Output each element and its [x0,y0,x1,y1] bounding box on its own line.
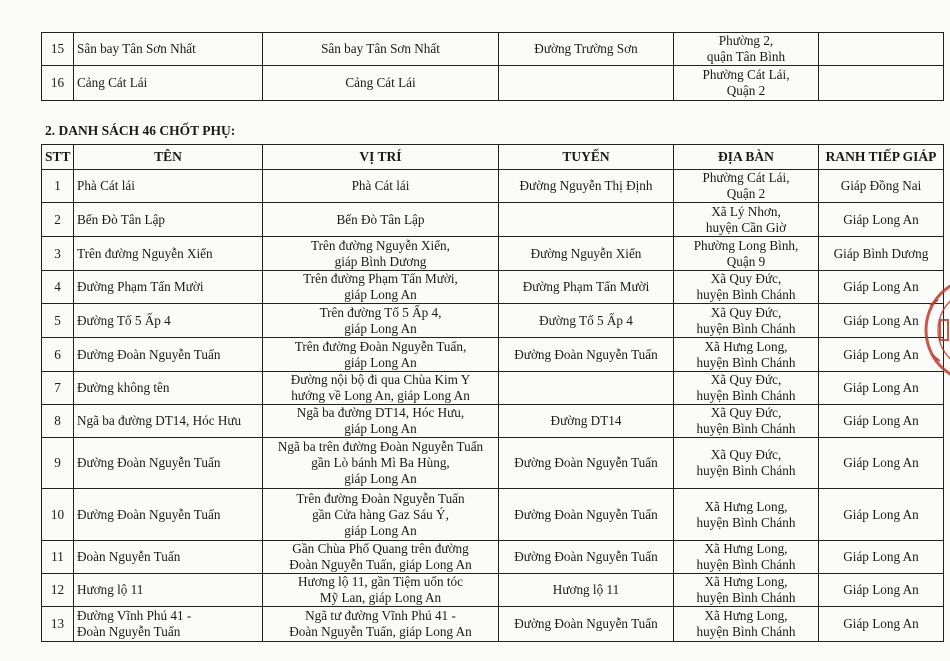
route-text: Đường Nguyễn Xiển [530,245,642,261]
section-title: 2. DANH SÁCH 46 CHỐT PHỤ: [45,123,236,138]
route-cell [499,338,674,372]
area-text: huyện Bình Chánh [696,354,796,370]
route-cell [499,489,674,541]
route-cell [499,541,674,574]
route-cell [499,170,674,203]
table-row [42,574,944,607]
stt-text: 10 [50,506,65,522]
route-text: Đường Tố 5 Ấp 4 [539,312,633,328]
stt-text: 1 [54,178,61,193]
area-cell [674,271,819,304]
location-text: giáp Long An [344,421,417,436]
area-cell [674,405,819,438]
area-text: Quận 9 [726,253,766,269]
route-cell [499,574,674,607]
area-text: huyện Bình Chánh [696,590,796,605]
header-ten: TÊN [74,145,263,170]
stt-cell [42,170,74,203]
area-text: huyện Bình Chánh [696,514,796,530]
border-text: Giáp Long An [843,380,919,395]
table-row [42,372,944,405]
area-text: Xã Quy Đức, [710,447,782,462]
table-row [42,203,944,237]
route-text: Đường Đoàn Nguyễn Tuấn [514,346,658,362]
name-text: Đường Đoàn Nguyễn Tuấn [77,506,221,522]
route-text: Đường Trường Sơn [534,41,638,56]
location-text: giáp Long An [344,287,417,302]
location-text: Gần Chùa Phổ Quang trên đường [292,541,469,556]
area-cell [674,541,819,574]
red-seal-stamp [920,255,950,405]
name-text: Cảng Cát Lái [77,75,148,90]
location-cell [263,66,499,101]
name-cell [74,338,263,372]
previous-list-table [41,32,944,101]
border-cell [819,170,944,203]
location-cell [263,607,499,642]
area-text: huyện Bình Chánh [696,320,796,336]
area-text: huyện Bình Chánh [696,463,796,478]
location-cell [263,438,499,489]
border-cell [819,203,944,237]
area-cell [674,66,819,101]
border-cell [819,574,944,607]
location-cell [263,372,499,405]
table-row [42,438,944,489]
location-text: giáp Long An [344,354,417,370]
area-text: huyện Bình Chánh [696,388,796,403]
area-text: huyện Cần Giờ [705,219,787,235]
location-text: Trên đường Đoàn Nguyễn Tuấn [296,490,465,506]
table-row [42,237,944,271]
location-text: Phà Cát lái [351,178,410,193]
border-cell [819,541,944,574]
location-text: Bến Đò Tân Lập [336,211,425,227]
location-text: Đoàn Nguyễn Tuấn, giáp Long An [289,557,472,572]
area-text: Phường 2, [718,33,774,48]
border-text: Giáp Bình Dương [833,245,929,261]
route-text: Hương lộ 11 [552,582,620,597]
name-text: Đoàn Nguyễn Tuấn [77,549,181,564]
table-row [42,607,944,642]
route-text: Đường Phạm Tấn Mười [522,279,650,294]
name-cell [74,607,263,642]
table-row [42,338,944,372]
area-cell [674,489,819,541]
route-cell [499,607,674,642]
location-text: Trên đường Tố 5 Ấp 4, [319,304,442,320]
stt-text: 13 [50,616,65,631]
name-text: Bến Đò Tân Lập [77,211,166,227]
location-cell [263,33,499,66]
stt-cell [42,338,74,372]
location-cell [263,203,499,237]
location-text: Ngã ba đường DT14, Hóc Hưu, [296,405,465,420]
route-text: Đường Nguyễn Thị Định [519,178,653,193]
area-cell [674,33,819,66]
name-cell [74,66,263,101]
area-text: Xã Hưng Long, [704,498,788,514]
location-text: Đoàn Nguyễn Tuấn, giáp Long An [289,624,472,639]
table-row [42,489,944,541]
name-text: Đường Tố 5 Ấp 4 [77,312,171,328]
border-cell [819,607,944,642]
area-text: Xã Quy Đức, [710,372,782,387]
table-row [42,304,944,338]
area-text: Quận 2 [726,186,766,201]
area-cell [674,607,819,642]
location-cell [263,489,499,541]
stt-text: 12 [50,582,65,597]
border-text: Giáp Long An [843,582,919,597]
table-row [42,33,944,66]
border-cell [819,405,944,438]
area-text: Phường Long Bình, [693,237,799,253]
area-text: huyện Bình Chánh [696,624,796,639]
route-text: Đường DT14 [550,413,622,428]
location-text: Ngã tư đường Vĩnh Phú 41 - [305,608,456,623]
stt-text: 11 [51,549,64,564]
name-text: Sân bay Tân Sơn Nhất [77,41,196,56]
name-cell [74,203,263,237]
location-text: Trên đường Đoàn Nguyễn Tuấn, [294,338,467,354]
route-cell [499,438,674,489]
name-text: Phà Cát lái [77,178,135,193]
border-cell [819,66,944,101]
name-cell [74,271,263,304]
location-text: Sân bay Tân Sơn Nhất [321,41,440,56]
area-cell [674,338,819,372]
stt-cell [42,203,74,237]
location-cell [263,304,499,338]
location-text: giáp Long An [344,471,417,486]
name-text: Đường Vĩnh Phú 41 - [77,608,192,623]
route-text: Đường Đoàn Nguyễn Tuấn [514,455,658,470]
border-text: Giáp Long An [843,346,919,362]
route-text: Đường Đoàn Nguyễn Tuấn [514,549,658,564]
header-stt: STT [42,145,74,170]
route-cell [499,33,674,66]
location-text: gần Cửa hàng Gaz Sáu Ý, [312,506,449,522]
route-cell [499,237,674,271]
location-cell [263,541,499,574]
route-text: Đường Đoàn Nguyễn Tuấn [514,616,658,631]
route-cell [499,304,674,338]
border-text: Giáp Long An [843,506,919,522]
name-text: Hương lộ 11 [77,582,144,597]
border-text: Giáp Long An [843,549,919,564]
stt-text: 6 [54,346,61,362]
secondary-checkpoints-table [41,144,944,642]
border-text: Giáp Long An [843,616,919,631]
border-cell [819,489,944,541]
name-cell [74,170,263,203]
name-cell [74,237,263,271]
area-cell [674,372,819,405]
area-cell [674,304,819,338]
stt-text: 9 [54,455,61,470]
route-cell [499,271,674,304]
border-text: Giáp Long An [843,279,919,294]
route-cell [499,66,674,101]
area-cell [674,237,819,271]
route-cell [499,203,674,237]
location-text: Ngã ba trên đường Đoàn Nguyễn Tuấn [277,439,484,454]
table-row [42,66,944,101]
area-text: quận Tân Bình [706,49,786,64]
area-text: huyện Bình Chánh [696,287,796,302]
border-text: Giáp Long An [843,211,919,227]
name-text: Ngã ba đường DT14, Hóc Hưu [77,413,242,428]
border-text: Giáp Long An [843,413,919,428]
name-text: Đường không tên [77,380,170,395]
area-text: Xã Lý Nhơn, [711,203,781,219]
stt-text: 4 [54,279,61,294]
location-text: giáp Long An [344,522,417,538]
location-cell [263,574,499,607]
name-cell [74,438,263,489]
area-cell [674,170,819,203]
header-vi-tri: VỊ TRÍ [263,145,499,170]
area-text: Xã Quy Đức, [710,405,782,420]
area-text: Quận 2 [726,83,766,98]
stt-text: 2 [54,211,61,227]
table-row [42,271,944,304]
area-text: Xã Hưng Long, [704,574,788,589]
location-text: hướng về Long An, giáp Long An [291,388,470,403]
table-row [42,405,944,438]
name-cell [74,405,263,438]
stt-cell [42,607,74,642]
name-cell [74,489,263,541]
stt-cell [42,237,74,271]
border-cell [819,33,944,66]
stt-text: 15 [50,41,65,56]
name-cell [74,372,263,405]
stt-cell [42,574,74,607]
location-text: Trên đường Nguyễn Xiển, [311,237,450,253]
route-text: Đường Đoàn Nguyễn Tuấn [514,506,658,522]
stt-cell [42,372,74,405]
border-cell [819,438,944,489]
area-text: Xã Quy Đức, [710,271,782,286]
location-cell [263,338,499,372]
stt-cell [42,405,74,438]
route-cell [499,372,674,405]
name-text: Đường Phạm Tấn Mười [77,279,204,294]
stt-cell [42,438,74,489]
area-text: Xã Quy Đức, [710,304,782,320]
stt-cell [42,271,74,304]
area-text: Xã Hưng Long, [704,338,788,354]
location-text: Hương lộ 11, gần Tiệm uốn tóc [298,574,463,589]
location-cell [263,237,499,271]
header-ranh: RANH TIẾP GIÁP [819,145,944,170]
area-cell [674,203,819,237]
route-cell [499,405,674,438]
name-text: Đoàn Nguyễn Tuấn [77,624,181,639]
name-cell [74,541,263,574]
area-text: Xã Hưng Long, [704,608,788,623]
header-row [42,145,944,170]
area-text: Xã Hưng Long, [704,541,788,556]
header-tuyen: TUYẾN [499,145,674,170]
name-cell [74,574,263,607]
location-text: giáp Long An [344,320,417,336]
area-text: Phường Cát Lái, [702,67,790,82]
name-cell [74,304,263,338]
location-text: Đường nội bộ đi qua Chùa Kim Y [290,372,471,387]
stt-cell [42,304,74,338]
stt-text: 8 [54,413,61,428]
stt-text: 5 [54,312,61,328]
location-text: Trên đường Phạm Tấn Mười, [303,271,458,286]
location-text: Mỹ Lan, giáp Long An [319,590,442,605]
table-row [42,170,944,203]
name-cell [74,33,263,66]
name-text: Đường Đoàn Nguyễn Tuấn [77,455,221,470]
border-text: Giáp Long An [843,312,919,328]
stt-text: 7 [54,380,61,395]
border-text: Giáp Đồng Nai [840,178,922,193]
location-cell [263,170,499,203]
table-row [42,541,944,574]
area-text: huyện Bình Chánh [696,557,796,572]
stt-cell [42,66,74,101]
location-text: Cảng Cát Lái [345,75,416,90]
name-text: Trên đường Nguyễn Xiển [77,245,213,261]
stt-text: 16 [50,75,65,90]
stt-cell [42,33,74,66]
location-text: gần Lò bánh Mì Ba Hùng, [311,455,450,470]
stt-cell [42,541,74,574]
location-text: giáp Bình Dương [334,253,427,269]
location-cell [263,405,499,438]
area-text: huyện Bình Chánh [696,421,796,436]
area-cell [674,438,819,489]
stt-cell [42,489,74,541]
location-cell [263,271,499,304]
stt-text: 3 [54,245,61,261]
name-text: Đường Đoàn Nguyễn Tuấn [77,346,221,362]
border-text: Giáp Long An [843,455,919,470]
header-dia-ban: ĐỊA BÀN [674,145,819,170]
area-text: Phường Cát Lái, [702,170,790,185]
area-cell [674,574,819,607]
